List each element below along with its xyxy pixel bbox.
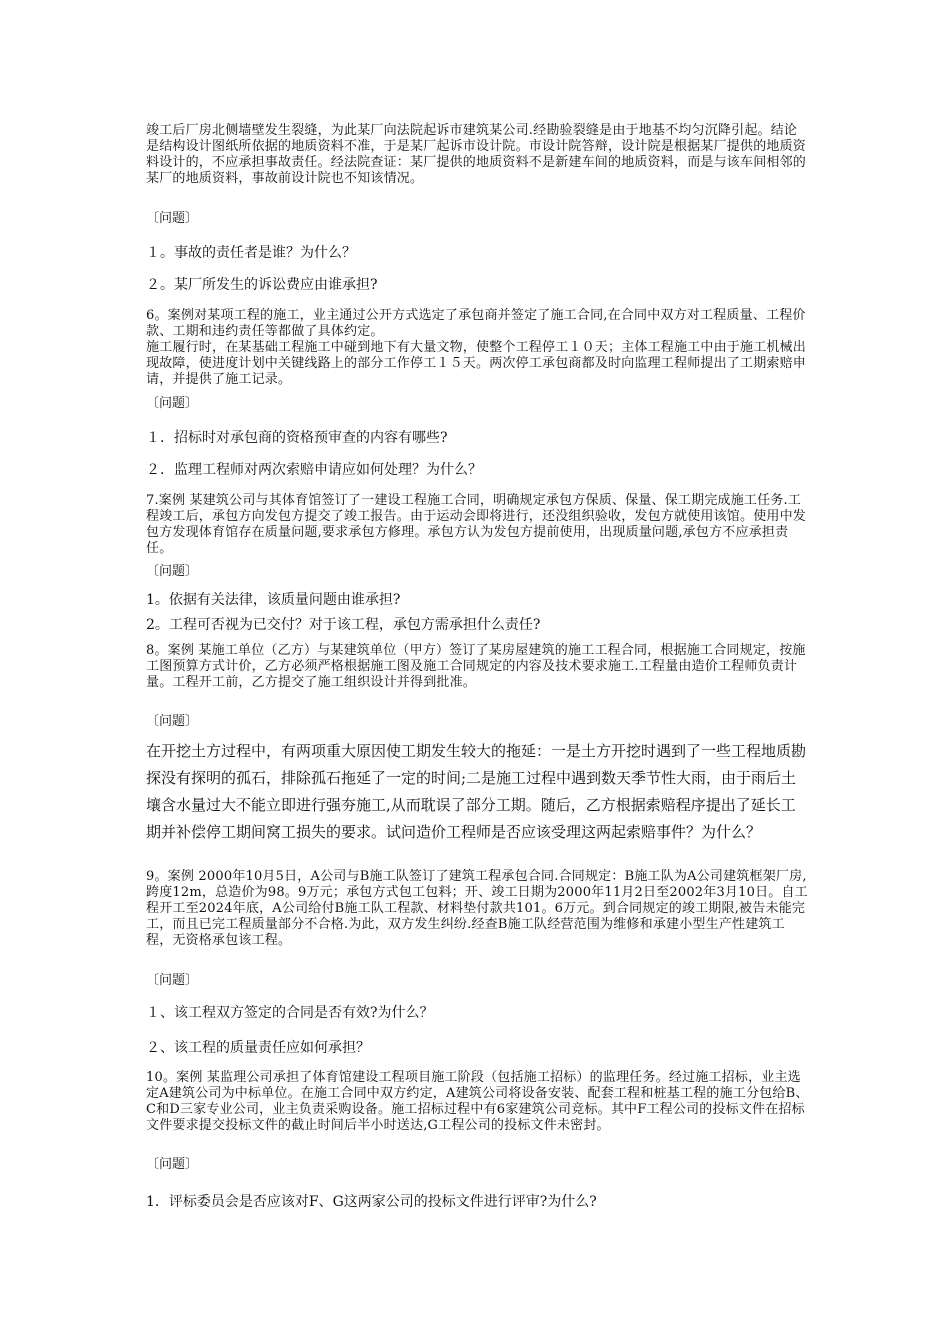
case7-question-2: 2。工程可否视为已交付？对于该工程，承包方需承担什么责任?: [146, 617, 541, 633]
case9-paragraph: 9。案例 2000年10月5日，A公司与B施工队签订了建筑工程承包合同.合同规定：B施工队为A公司建筑框架厂房,跨度12m，总造价为98。9万元；承包方式包工包料；开、竣工日期为2000年11月2日至2002年3月10日。自工程开工至2024年底，A公司给付B施工队工程款、材料垫付款共101。6万元。到合同规定的竣工期限,被告未能完工，而且已完工程质量部分不合格.为此，双方发生纠纷.经查B施工队经营范围为维修和承建小型生产性建筑工程，无资格承包该工程。: [146, 869, 808, 948]
case7-question-label: 〔问题〕: [146, 564, 199, 579]
case9-question-label: 〔问题〕: [146, 973, 199, 988]
case5-question-1: １。事故的责任者是谁？为什么？: [146, 245, 356, 261]
case6-paragraph-2: 施工履行时，在某基础工程施工中碰到地下有大量文物，使整个工程停工１０天；主体工程施工中由于施工机械出现故障，使进度计划中关键线路上的部分工作停工１５天。两次停工承包商都及时向监理工程师提出了工期索赔申请，并提供了施工记录。: [146, 340, 807, 387]
case9-question-1: １、该工程双方签定的合同是否有效?为什么？: [146, 1005, 434, 1021]
case8-detail-paragraph: 在开挖土方过程中，有两项重大原因使工期发生较大的拖延：一是土方开挖时遇到了一些工程地质勘探没有探明的孤石，排除孤石拖延了一定的时间;二是施工过程中遇到数天季节性大雨，由于雨后土壤含水量过大不能立即进行强夯施工,从而耽误了部分工期。随后，乙方根据索赔程序提出了延长工期并补偿停工期间窝工损失的要求。试问造价工程师是否应该受理这两起索赔事件？为什么？: [146, 742, 807, 841]
case8-paragraph: 8。案例 某施工单位（乙方）与某建筑单位（甲方）签订了某房屋建筑的施工工程合同，根据施工合同规定，按施工图预算方式计价，乙方必须严格根据施工图及施工合同规定的内容及技术要求施工.工程量由造价工程师负责计量。工程开工前，乙方提交了施工组织设计并得到批准。: [146, 643, 806, 690]
case10-paragraph: 10。案例 某监理公司承担了体育馆建设工程项目施工阶段（包括施工招标）的监理任务。经过施工招标，业主选定A建筑公司为中标单位。在施工合同中双方约定，A建筑公司将设备安装、配套工程和桩基工程的施工分包给B、C和D三家专业公司，业主负责采购设备。施工招标过程中有6家建筑公司竞标。其中F工程公司的投标文件在招标文件要求提交投标文件的截止时间后半小时送达,G工程公司的投标文件未密封。: [146, 1070, 809, 1133]
case8-question-label: 〔问题〕: [146, 714, 199, 729]
case6-question-2: ２．监理工程师对两次索赔申请应如何处理？为什么？: [146, 462, 482, 478]
case10-question-1: 1．评标委员会是否应该对F、G这两家公司的投标文件进行评审?为什么?: [146, 1194, 597, 1210]
case6-question-label: 〔问题〕: [146, 396, 199, 411]
case7-paragraph: 7.案例 某建筑公司与其体育馆签订了一建设工程施工合同，明确规定承包方保质、保量、保工期完成施工任务.工程竣工后，承包方向发包方提交了竣工报告。由于运动会即将进行，还没组织验收，发包方就使用该馆。使用中发包方发现体育馆存在质量问题,要求承包方修理。承包方认为发包方提前使用，出现质量问题,承包方不应承担责任。: [146, 493, 807, 556]
case6-question-1: １．招标时对承包商的资格预审查的内容有哪些?: [146, 430, 448, 446]
case5-question-label: 〔问题〕: [146, 211, 199, 226]
case5-paragraph: 竣工后厂房北侧墙壁发生裂缝，为此某厂向法院起诉市建筑某公司.经勘验裂缝是由于地基不均匀沉降引起。结论是结构设计图纸所依据的地质资料不准，于是某厂起诉市设计院。市设计院答辩，设计院是根据某厂提供的地质资料设计的，不应承担事故责任。经法院查证：某厂提供的地质资料不是新建车间的地质资料，而是与该车间相邻的某厂的地质资料，事故前设计院也不知该情况。: [146, 123, 807, 186]
case9-question-2: ２、该工程的质量责任应如何承担？: [146, 1040, 370, 1056]
case10-question-label: 〔问题〕: [146, 1157, 199, 1172]
case5-question-2: ２。某厂所发生的诉讼费应由谁承担?: [146, 277, 378, 293]
case7-question-1: 1。依据有关法律，该质量问题由谁承担?: [146, 592, 401, 608]
case6-paragraph-1: 6。案例对某项工程的施工，业主通过公开方式选定了承包商并签定了施工合同,在合同中双方对工程质量、工程价款、工期和违约责任等都做了具体约定。: [146, 308, 806, 339]
